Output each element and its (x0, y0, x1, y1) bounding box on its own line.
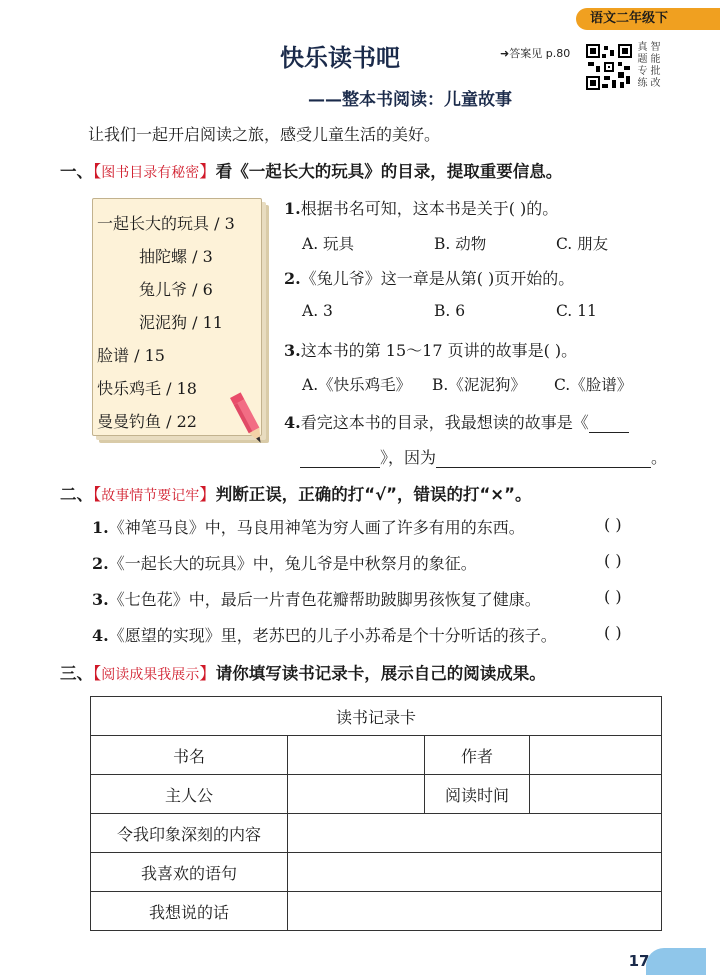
judge-answer-box[interactable]: ( ) (604, 623, 622, 642)
section1-heading: 一、【图书目录有秘密】看《一起长大的玩具》的目录，提取重要信息。 (60, 162, 563, 181)
label-protagonist: 主人公 (91, 775, 288, 814)
q1-option-a[interactable]: A. 玩具 (302, 235, 355, 253)
section2-heading: 二、【故事情节要记牢】判断正误，正确的打“√”，错误的打“×”。 (60, 485, 532, 504)
question-4: 4.看完这本书的目录，我最想读的故事是《 (284, 410, 629, 433)
page-corner-decoration (646, 948, 706, 975)
qr-caption: 真 智 题 能 专 批 练 改 (637, 42, 661, 89)
q1-option-b[interactable]: B. 动物 (434, 235, 487, 253)
answer-blank[interactable] (436, 467, 651, 468)
toc-entry: 脸谱 / 15 (97, 346, 165, 365)
field-impressive-content[interactable] (288, 814, 662, 853)
judge-item-2: 2.《一起长大的玩具》中，兔儿爷是中秋祭月的象征。 (92, 554, 477, 573)
label-impressive-content: 令我印象深刻的内容 (91, 814, 288, 853)
field-favorite-sentence[interactable] (288, 853, 662, 892)
page-title: 快乐读书吧 (280, 44, 400, 72)
judge-answer-box[interactable]: ( ) (604, 515, 622, 534)
field-protagonist[interactable] (288, 775, 425, 814)
q2-option-b[interactable]: B. 6 (434, 302, 466, 320)
field-book-name[interactable] (288, 736, 425, 775)
question-2: 2.《兔儿爷》这一章是从第( )页开始的。 (284, 269, 575, 288)
label-thoughts: 我想说的话 (91, 892, 288, 931)
card-title: 读书记录卡 (91, 697, 662, 736)
answer-blank[interactable] (589, 432, 629, 433)
field-author[interactable] (530, 736, 662, 775)
q3-option-b[interactable]: B.《泥泥狗》 (432, 376, 526, 394)
q3-option-c[interactable]: C.《脸谱》 (554, 376, 633, 394)
field-thoughts[interactable] (288, 892, 662, 931)
judge-item-3: 3.《七色花》中，最后一片青色花瓣帮助跛脚男孩恢复了健康。 (92, 590, 541, 609)
q3-option-a[interactable]: A.《快乐鸡毛》 (302, 376, 412, 394)
intro-text: 让我们一起开启阅读之旅，感受儿童生活的美好。 (88, 125, 441, 144)
q1-option-c[interactable]: C. 朋友 (556, 235, 609, 253)
label-favorite-sentence: 我喜欢的语句 (91, 853, 288, 892)
label-reading-time: 阅读时间 (425, 775, 530, 814)
toc-entry: 曼曼钓鱼 / 22 (97, 412, 197, 431)
page-number: 17 (628, 952, 650, 970)
toc-entry: 快乐鸡毛 / 18 (97, 379, 197, 398)
judge-answer-box[interactable]: ( ) (604, 551, 622, 570)
answer-reference: ➜答案见 p.80 (500, 47, 571, 60)
toc-entry: 泥泥狗 / 11 (139, 313, 223, 332)
judge-item-4: 4.《愿望的实现》里，老苏巴的儿子小苏希是个十分听话的孩子。 (92, 626, 557, 645)
qr-code-icon[interactable] (586, 44, 632, 90)
answer-blank[interactable] (300, 467, 380, 468)
grade-tag: 语文二年级下 (576, 8, 720, 30)
q2-option-a[interactable]: A. 3 (302, 302, 333, 320)
question-3: 3.这本书的第 15～17 页讲的故事是( )。 (284, 341, 578, 360)
section3-heading: 三、【阅读成果我展示】请你填写读书记录卡，展示自己的阅读成果。 (60, 664, 546, 683)
judge-item-1: 1.《神笔马良》中，马良用神笔为穷人画了许多有用的东西。 (92, 518, 525, 537)
page-subtitle: ——整本书阅读：儿童故事 (308, 90, 512, 110)
question-4-continued: 》，因为 。 (300, 445, 667, 468)
toc-entry: 抽陀螺 / 3 (139, 247, 213, 266)
toc-entry: 一起长大的玩具 / 3 (97, 214, 235, 233)
q2-option-c[interactable]: C. 11 (556, 302, 597, 320)
pencil-icon (228, 388, 268, 450)
reading-record-card (90, 696, 662, 931)
label-book-name: 书名 (91, 736, 288, 775)
question-1: 1.根据书名可知，这本书是关于( )的。 (284, 199, 559, 218)
label-author: 作者 (425, 736, 530, 775)
toc-entry: 兔儿爷 / 6 (139, 280, 213, 299)
judge-answer-box[interactable]: ( ) (604, 587, 622, 606)
field-reading-time[interactable] (530, 775, 662, 814)
